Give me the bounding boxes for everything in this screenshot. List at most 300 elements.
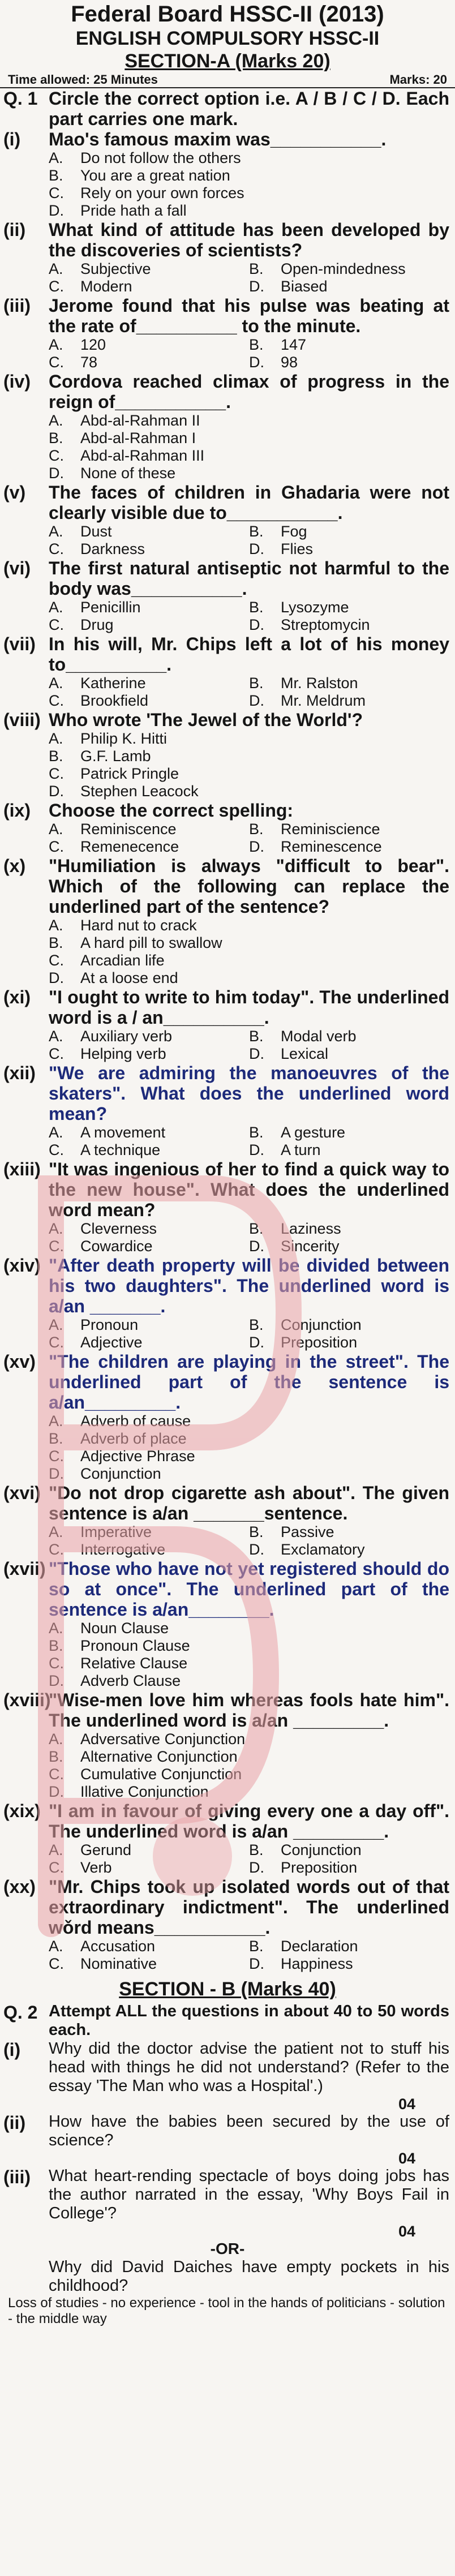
mcq-stem: "I am in favour of giving every one a day off". The underlined word is a/an _________. (49, 1801, 449, 1841)
mcq-option[interactable] (49, 1731, 449, 1748)
mcq-option[interactable] (49, 616, 249, 634)
mcq-item (0, 634, 455, 710)
option-row (49, 934, 449, 952)
option-letter: C. (49, 184, 64, 201)
option-row (49, 278, 449, 295)
option-letter: B. (249, 336, 264, 353)
mcq-option[interactable] (249, 1334, 449, 1351)
mcq-body (49, 1877, 449, 1973)
option-row (49, 1766, 449, 1783)
mcq-option[interactable] (49, 523, 249, 540)
mcq-stem: "It was ingenious of her to find a quick way to the new house". What does the underlined word mean? (49, 1159, 449, 1220)
mcq-option[interactable] (249, 1220, 449, 1238)
mcq-body (49, 1559, 449, 1690)
mcq-option[interactable] (249, 523, 449, 540)
option-text: A hard pill to swallow (80, 934, 222, 951)
option-text: Drug (80, 616, 114, 633)
option-text: Darkness (80, 540, 145, 557)
option-text: Adverb of place (80, 1430, 187, 1447)
option-row (49, 1430, 449, 1448)
option-row (49, 1841, 449, 1859)
option-text: Rely on your own forces (80, 184, 244, 201)
q2-instruction (0, 2002, 455, 2040)
mcq-option[interactable] (49, 838, 249, 856)
mcq-body (49, 1483, 449, 1559)
question-number: (ii) (3, 2113, 26, 2133)
option-text: Verb (80, 1859, 112, 1876)
option-text: At a loose end (80, 969, 178, 986)
mcq-option[interactable] (49, 1141, 249, 1159)
option-text: Reminiscence (80, 821, 177, 838)
option-letter: A. (49, 412, 63, 429)
or-question (0, 2258, 455, 2295)
mcq-option[interactable] (49, 748, 449, 765)
option-letter: A. (49, 1938, 63, 1955)
option-row (49, 1637, 449, 1655)
mcq-option[interactable] (49, 1783, 449, 1801)
option-letter: A. (49, 821, 63, 838)
option-row (49, 599, 449, 616)
mcq-body (49, 129, 449, 220)
mcq-number: (xix) (3, 1801, 41, 1821)
mcq-item (0, 1159, 455, 1255)
option-text: A turn (281, 1141, 321, 1158)
option-row (49, 821, 449, 838)
mcq-body (49, 710, 449, 800)
mcq-number: (xx) (3, 1877, 36, 1897)
option-text: Imperative (80, 1523, 152, 1540)
mcq-option[interactable] (49, 412, 449, 430)
option-letter: B. (49, 748, 63, 765)
mcq-item (0, 1351, 455, 1483)
mcq-option[interactable] (249, 1124, 449, 1141)
option-text: Patrick Pringle (80, 765, 179, 782)
mcq-number: (ix) (3, 800, 31, 821)
mcq-option[interactable] (49, 167, 449, 184)
mcq-option[interactable] (49, 675, 249, 692)
mcq-item (0, 1063, 455, 1159)
mcq-number: (xii) (3, 1063, 36, 1083)
mcq-option[interactable] (249, 540, 449, 558)
mcq-item (0, 482, 455, 558)
mcq-body (49, 1255, 449, 1351)
option-text: Philip K. Hitti (80, 730, 168, 747)
option-row (49, 1672, 449, 1690)
option-row (49, 675, 449, 692)
question-body (49, 2167, 449, 2240)
option-letter: D. (249, 616, 264, 633)
mcq-option[interactable] (49, 1637, 449, 1655)
option-letter: D. (249, 1334, 264, 1351)
option-letter: C. (49, 692, 64, 709)
option-letter: A. (49, 523, 63, 540)
mcq-option[interactable] (49, 465, 449, 482)
mcq-option[interactable] (49, 765, 449, 783)
mcq-option[interactable] (49, 336, 249, 354)
mcq-option[interactable] (49, 692, 249, 710)
option-text: Conjunction (281, 1841, 362, 1858)
option-text: 98 (281, 354, 298, 371)
mcq-option[interactable] (249, 1141, 449, 1159)
mcq-option[interactable] (249, 675, 449, 692)
option-row (49, 1748, 449, 1766)
option-text: Biased (281, 278, 328, 295)
option-text: Hard nut to crack (80, 917, 197, 934)
option-row (49, 1655, 449, 1672)
mcq-option[interactable] (249, 1955, 449, 1973)
option-row (49, 1620, 449, 1637)
time-allowed: Time allowed: 25 Minutes (8, 72, 158, 87)
mcq-stem: "Mr. Chips took up isolated words out of that extraordinary indictment". The underlined wǒrd means___________. (49, 1877, 449, 1938)
option-letter: A. (49, 260, 63, 277)
option-text: Conjunction (80, 1465, 161, 1482)
option-text: You are a great nation (80, 167, 230, 184)
option-row (49, 149, 449, 167)
option-row (49, 1448, 449, 1465)
mcq-option[interactable] (249, 1028, 449, 1045)
option-letter: A. (49, 149, 63, 166)
option-text: Pronoun Clause (80, 1637, 190, 1654)
mcq-option[interactable] (49, 730, 449, 748)
mcq-option[interactable] (49, 1124, 249, 1141)
option-text: 120 (80, 336, 106, 353)
question-text: How have the babies been secured by the use of science? (49, 2113, 449, 2149)
mcq-number: (vi) (3, 558, 31, 578)
mcq-option[interactable] (49, 821, 249, 838)
mcq-stem: "Wise-men love him whereas fools hate him". The underlined word is a/an _________. (49, 1690, 449, 1731)
option-letter: D. (49, 1783, 64, 1800)
option-letter: A. (49, 1620, 63, 1637)
option-text: Modal verb (281, 1028, 357, 1045)
mcq-item (0, 1877, 455, 1973)
option-text: Alternative Conjunction (80, 1748, 238, 1765)
mcq-option[interactable] (49, 1766, 449, 1783)
mcq-option[interactable] (49, 278, 249, 295)
option-row (49, 447, 449, 465)
option-letter: C. (49, 616, 64, 633)
mcq-option[interactable] (49, 260, 249, 278)
option-letter: D. (249, 278, 264, 295)
mcq-item (0, 295, 455, 371)
mcq-stem: What kind of attitude has been developed by the discoveries of scientists? (49, 220, 449, 260)
option-letter: D. (49, 202, 64, 219)
option-text: Reminescence (281, 838, 382, 855)
mcq-option[interactable] (49, 184, 449, 202)
paper-header (0, 0, 455, 72)
option-letter: D. (49, 969, 64, 986)
mcq-option[interactable] (49, 969, 449, 987)
question-marks: 04 (398, 2223, 415, 2240)
mcq-item (0, 987, 455, 1063)
mcq-option[interactable] (249, 1541, 449, 1559)
option-row (49, 412, 449, 430)
mcq-option[interactable] (249, 1523, 449, 1541)
option-row (49, 1220, 449, 1238)
mcq-option[interactable] (249, 1316, 449, 1334)
option-text: Lysozyme (281, 599, 349, 616)
option-letter: A. (49, 1220, 63, 1237)
option-row (49, 1334, 449, 1351)
mcq-option[interactable] (249, 599, 449, 616)
option-row (49, 692, 449, 710)
mcq-item (0, 1255, 455, 1351)
option-letter: B. (249, 523, 264, 540)
option-text: Happiness (281, 1955, 353, 1972)
option-text: Pronoun (80, 1316, 139, 1333)
paper-title: Federal Board HSSC-II (2013) (71, 2, 384, 27)
option-text: Abd-al-Rahman III (80, 447, 205, 464)
question-number: (iii) (3, 2167, 31, 2187)
option-row (49, 1955, 449, 1973)
option-text: Relative Clause (80, 1655, 188, 1672)
mcq-option[interactable] (49, 447, 449, 465)
q1-instruction (0, 88, 455, 129)
mcq-number: (xiv) (3, 1255, 41, 1276)
mcq-body (49, 558, 449, 634)
option-text: Abd-al-Rahman I (80, 430, 196, 446)
mcq-body (49, 295, 449, 371)
option-text: Adverb Clause (80, 1672, 181, 1689)
mcq-option[interactable] (49, 430, 449, 447)
mcq-item (0, 1690, 455, 1801)
mcq-option[interactable] (49, 1655, 449, 1672)
option-text: Cleverness (80, 1220, 157, 1237)
mcq-option[interactable] (49, 917, 449, 934)
option-letter: B. (249, 1124, 264, 1141)
mcq-option[interactable] (249, 1841, 449, 1859)
option-row (49, 730, 449, 748)
q2-instruction-text: Attempt ALL the questions in about 40 to 50 words each. (49, 2002, 449, 2039)
mcq-body (49, 1690, 449, 1801)
option-text: Adjective (80, 1334, 143, 1351)
option-text: Remenecence (80, 838, 179, 855)
mcq-option[interactable] (49, 1541, 249, 1559)
mcq-option[interactable] (49, 1448, 449, 1465)
question-text: What heart-rending spectacle of boys doing jobs has the author narrated in the essay, 'Why Boys Fail in College'? (49, 2167, 449, 2222)
mcq-option[interactable] (249, 336, 449, 354)
mcq-stem: Jerome found that his pulse was beating at the rate of__________ to the minute. (49, 295, 449, 336)
mcq-option[interactable] (49, 599, 249, 616)
option-letter: A. (49, 1841, 63, 1858)
mcq-option[interactable] (249, 821, 449, 838)
mcq-option[interactable] (49, 1412, 449, 1430)
mcq-item (0, 558, 455, 634)
option-letter: B. (49, 167, 63, 184)
option-letter: B. (249, 675, 264, 692)
subject-title: ENGLISH COMPULSORY HSSC-II (75, 28, 380, 49)
option-text: G.F. Lamb (80, 748, 151, 765)
mcq-option[interactable] (49, 1238, 249, 1255)
mcq-body (49, 1063, 449, 1159)
option-letter: D. (249, 1045, 264, 1062)
option-row (49, 1124, 449, 1141)
mcq-option[interactable] (49, 1620, 449, 1637)
mcq-option[interactable] (49, 1220, 249, 1238)
option-letter: B. (249, 1220, 264, 1237)
mcq-stem: In his will, Mr. Chips left a lot of his money to__________. (49, 634, 449, 675)
option-letter: A. (49, 1523, 63, 1540)
mcq-option[interactable] (249, 260, 449, 278)
mcq-option[interactable] (249, 1859, 449, 1877)
mcq-option[interactable] (49, 1523, 249, 1541)
mcq-option[interactable] (49, 1430, 449, 1448)
option-letter: A. (49, 336, 63, 353)
mcq-option[interactable] (49, 1938, 249, 1955)
option-letter: B. (49, 1637, 63, 1654)
option-row (49, 1141, 449, 1159)
option-letter: C. (49, 1141, 64, 1158)
option-letter: D. (49, 783, 64, 800)
option-text: Arcadian life (80, 952, 165, 969)
option-letter: C. (49, 1766, 64, 1783)
option-letter: C. (49, 540, 64, 557)
mcq-option[interactable] (249, 616, 449, 634)
mcq-option[interactable] (249, 838, 449, 856)
option-row (49, 616, 449, 634)
option-text: A gesture (281, 1124, 346, 1141)
option-letter: B. (249, 1523, 264, 1540)
mcq-body (49, 634, 449, 710)
option-letter: D. (249, 692, 264, 709)
mcq-option[interactable] (49, 1748, 449, 1766)
option-row (49, 336, 449, 354)
option-row (49, 952, 449, 969)
mcq-option[interactable] (249, 1938, 449, 1955)
or-question-text: Why did David Daiches have empty pockets in his childhood? (49, 2258, 449, 2295)
option-text: Cowardice (80, 1238, 153, 1255)
option-row (49, 167, 449, 184)
mcq-option[interactable] (49, 540, 249, 558)
mcq-option[interactable] (49, 1028, 249, 1045)
option-text: Passive (281, 1523, 334, 1540)
option-text: Cumulative Conjunction (80, 1766, 242, 1783)
option-text: Laziness (281, 1220, 341, 1237)
section-b-title: SECTION - B (Marks 40) (119, 1978, 336, 2000)
option-letter: B. (249, 1938, 264, 1955)
mcq-option[interactable] (49, 1045, 249, 1063)
option-letter: C. (49, 1655, 64, 1672)
option-row (49, 917, 449, 934)
mcq-option[interactable] (49, 1955, 249, 1973)
mcq-stem: Choose the correct spelling: (49, 800, 294, 821)
option-text: Dust (80, 523, 112, 540)
mcq-option[interactable] (49, 354, 249, 371)
mcq-option[interactable] (49, 1859, 249, 1877)
mcq-option[interactable] (249, 1045, 449, 1063)
mcq-option[interactable] (249, 692, 449, 710)
q1-instruction-text: Circle the correct option i.e. A / B / C / D. Each part carries one mark. (49, 88, 449, 129)
option-letter: D. (249, 354, 264, 371)
or-label: -OR- (210, 2240, 245, 2257)
mcq-body (49, 220, 449, 295)
option-text: Mr. Ralston (281, 675, 358, 692)
mcq-stem: "Do not drop cigarette ash about". The given sentence is a/an _______sentence. (49, 1483, 449, 1523)
mcq-option[interactable] (249, 278, 449, 295)
mcq-item (0, 710, 455, 800)
mcq-stem: The faces of children in Ghadaria were not clearly visible due to___________. (49, 482, 449, 523)
option-letter: C. (49, 1541, 64, 1558)
option-text: Adjective Phrase (80, 1448, 195, 1465)
question-number: (i) (3, 2040, 21, 2060)
mcq-stem: "Humiliation is always "difficult to bear". Which of the following can replace the underlined part of the sentence? (49, 856, 449, 917)
mcq-option[interactable] (49, 149, 449, 167)
option-text: Helping verb (80, 1045, 166, 1062)
option-text: Preposition (281, 1859, 358, 1876)
mcq-option[interactable] (249, 354, 449, 371)
option-text: Open-mindedness (281, 260, 406, 277)
option-row (49, 1731, 449, 1748)
mcq-stem: Cordova reached climax of progress in the reign of___________. (49, 371, 449, 412)
mcq-option[interactable] (49, 1465, 449, 1483)
option-text: Nominative (80, 1955, 157, 1972)
option-row (49, 465, 449, 482)
mcq-option[interactable] (49, 952, 449, 969)
option-row (49, 1541, 449, 1559)
mcq-number: (v) (3, 482, 26, 503)
option-letter: B. (249, 260, 264, 277)
mcq-stem: "We are admiring the manoeuvres of the skaters". What does the underlined word mean? (49, 1063, 449, 1124)
option-letter: D. (249, 1141, 264, 1158)
option-text: Mr. Meldrum (281, 692, 366, 709)
option-text: Exclamatory (281, 1541, 365, 1558)
option-letter: D. (249, 838, 264, 855)
mcq-item (0, 1483, 455, 1559)
option-row (49, 202, 449, 220)
option-letter: B. (49, 430, 63, 446)
option-letter: A. (49, 1731, 63, 1748)
option-text: Gerund (80, 1841, 132, 1858)
option-text: Stephen Leacock (80, 783, 199, 800)
option-letter: B. (249, 1841, 264, 1858)
option-row (49, 184, 449, 202)
option-row (49, 765, 449, 783)
option-text: Brookfield (80, 692, 149, 709)
mcq-option[interactable] (49, 783, 449, 800)
option-text: Flies (281, 540, 314, 557)
option-text: Modern (80, 278, 132, 295)
mcq-option[interactable] (49, 1841, 249, 1859)
option-row (49, 969, 449, 987)
mcq-number: (xvi) (3, 1483, 41, 1503)
question-body (49, 2040, 449, 2113)
option-letter: D. (49, 1465, 64, 1482)
section-b-question (0, 2040, 455, 2113)
mcq-option[interactable] (49, 1334, 249, 1351)
mcq-option[interactable] (49, 934, 449, 952)
option-row (49, 1045, 449, 1063)
option-row (49, 1028, 449, 1045)
option-letter: A. (49, 599, 63, 616)
total-marks: Marks: 20 (389, 72, 447, 87)
option-text: Accusation (80, 1938, 156, 1955)
option-text: 147 (281, 336, 307, 353)
option-text: Penicillin (80, 599, 141, 616)
mcq-body (49, 1351, 449, 1483)
mcq-body (49, 800, 449, 856)
option-text: Adversative Conjunction (80, 1731, 246, 1748)
mcq-option[interactable] (249, 1238, 449, 1255)
option-text: Streptomycin (281, 616, 370, 633)
mcq-item (0, 220, 455, 295)
mcq-option[interactable] (49, 202, 449, 220)
mcq-option[interactable] (49, 1316, 249, 1334)
mcq-number: (x) (3, 856, 26, 876)
mcq-body (49, 987, 449, 1063)
mcq-stem: Who wrote 'The Jewel of the World'? (49, 710, 363, 730)
mcq-item (0, 1801, 455, 1877)
option-letter: B. (49, 1430, 63, 1447)
mcq-option[interactable] (49, 1672, 449, 1690)
